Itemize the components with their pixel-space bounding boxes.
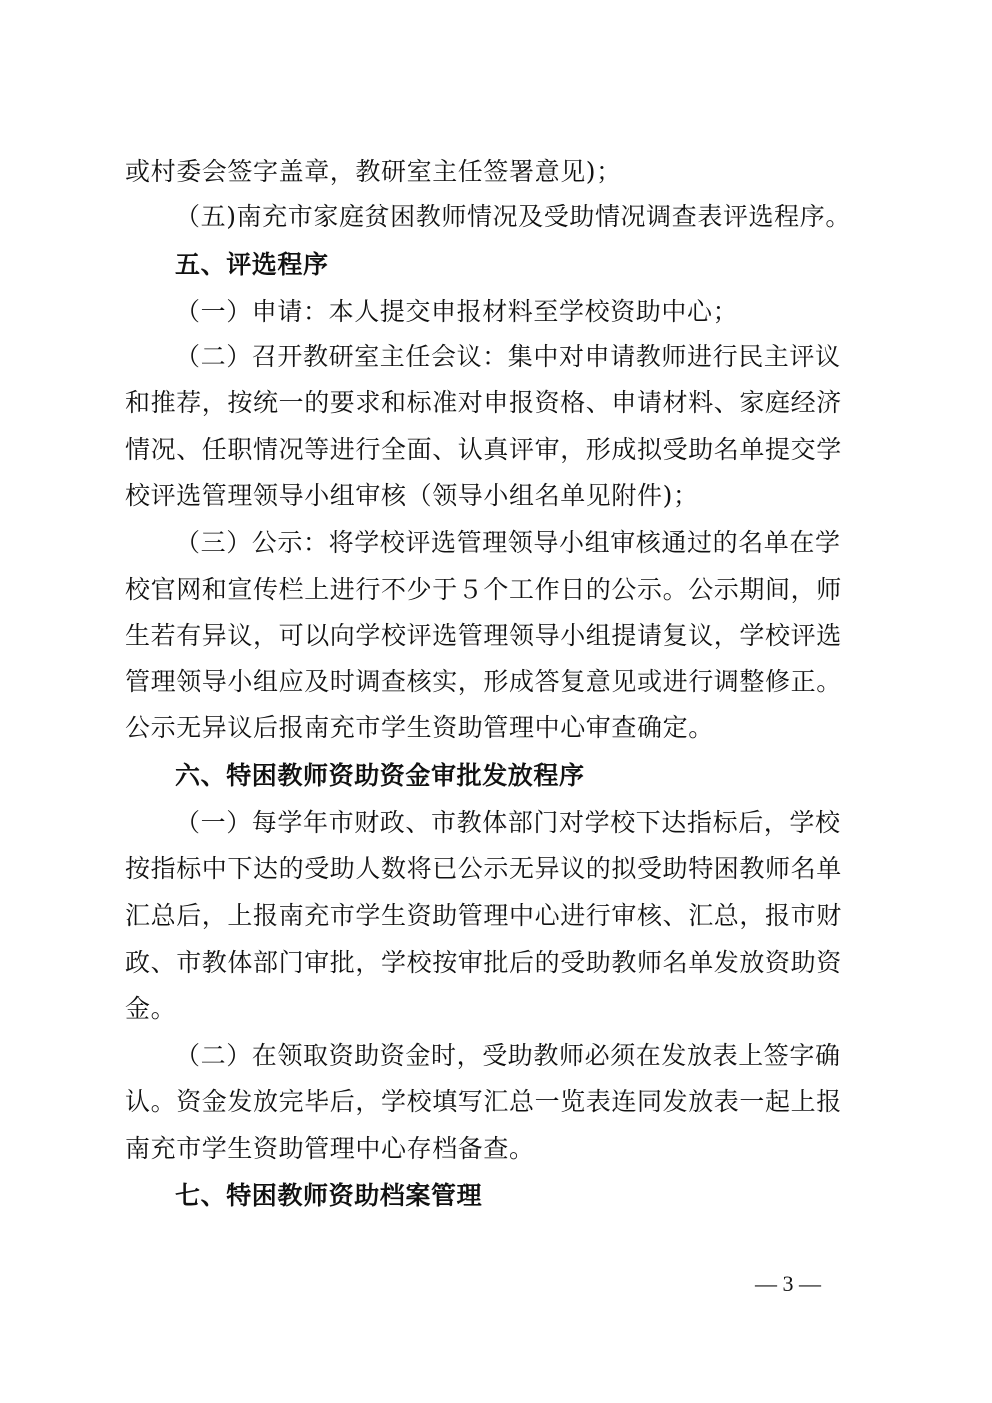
body-text-line: 情况、任职情况等进行全面、认真评审，形成拟受助名单提交学 [125,435,842,464]
body-text-line: 生若有异议，可以向学校评选管理领导小组提请复议，学校评选 [125,621,842,650]
body-text-line: （五)南充市家庭贫困教师情况及受助情况调查表评选程序。 [175,202,851,231]
page-number: — 3 — [755,1271,821,1296]
body-text-line: （二）召开教研室主任会议：集中对申请教师进行民主评议 [175,342,841,371]
body-text-line: 校官网和宣传栏上进行不少于５个工作日的公示。公示期间，师 [125,575,842,604]
body-text-line: （二）在领取资助资金时，受助教师必须在发放表上签字确 [175,1041,841,1070]
body-text-line: 和推荐，按统一的要求和标准对申报资格、申请材料、家庭经济 [125,388,842,417]
body-text-line: （三）公示：将学校评选管理领导小组审核通过的名单在学 [175,528,841,557]
body-text-line: 汇总后，上报南充市学生资助管理中心进行审核、汇总，报市财 [125,901,842,930]
section-heading: 七、特困教师资助档案管理 [175,1181,483,1210]
body-text-line: （一）申请：本人提交申报材料至学校资助中心； [175,297,739,326]
body-text-line: 认。资金发放完毕后，学校填写汇总一览表连同发放表一起上报 [125,1087,842,1116]
body-text-line: 政、市教体部门审批，学校按审批后的受助教师名单发放资助资 [125,948,842,977]
body-text-line: 金。 [125,994,177,1023]
body-text-line: 按指标中下达的受助人数将已公示无异议的拟受助特困教师名单 [125,854,842,883]
body-text-line: 南充市学生资助管理中心存档备查。 [125,1134,535,1163]
body-text-line: （一）每学年市财政、市教体部门对学校下达指标后，学校 [175,808,841,837]
body-text-line: 公示无异议后报南充市学生资助管理中心审查确定。 [125,713,714,742]
body-text-line: 管理领导小组应及时调查核实，形成答复意见或进行调整修正。 [125,667,842,696]
section-heading: 六、特困教师资助资金审批发放程序 [175,761,585,790]
body-text-line: 校评选管理领导小组审核（领导小组名单见附件)； [125,481,699,510]
section-heading: 五、评选程序 [175,250,329,279]
body-text-line: 或村委会签字盖章，教研室主任签署意见)； [125,157,622,186]
